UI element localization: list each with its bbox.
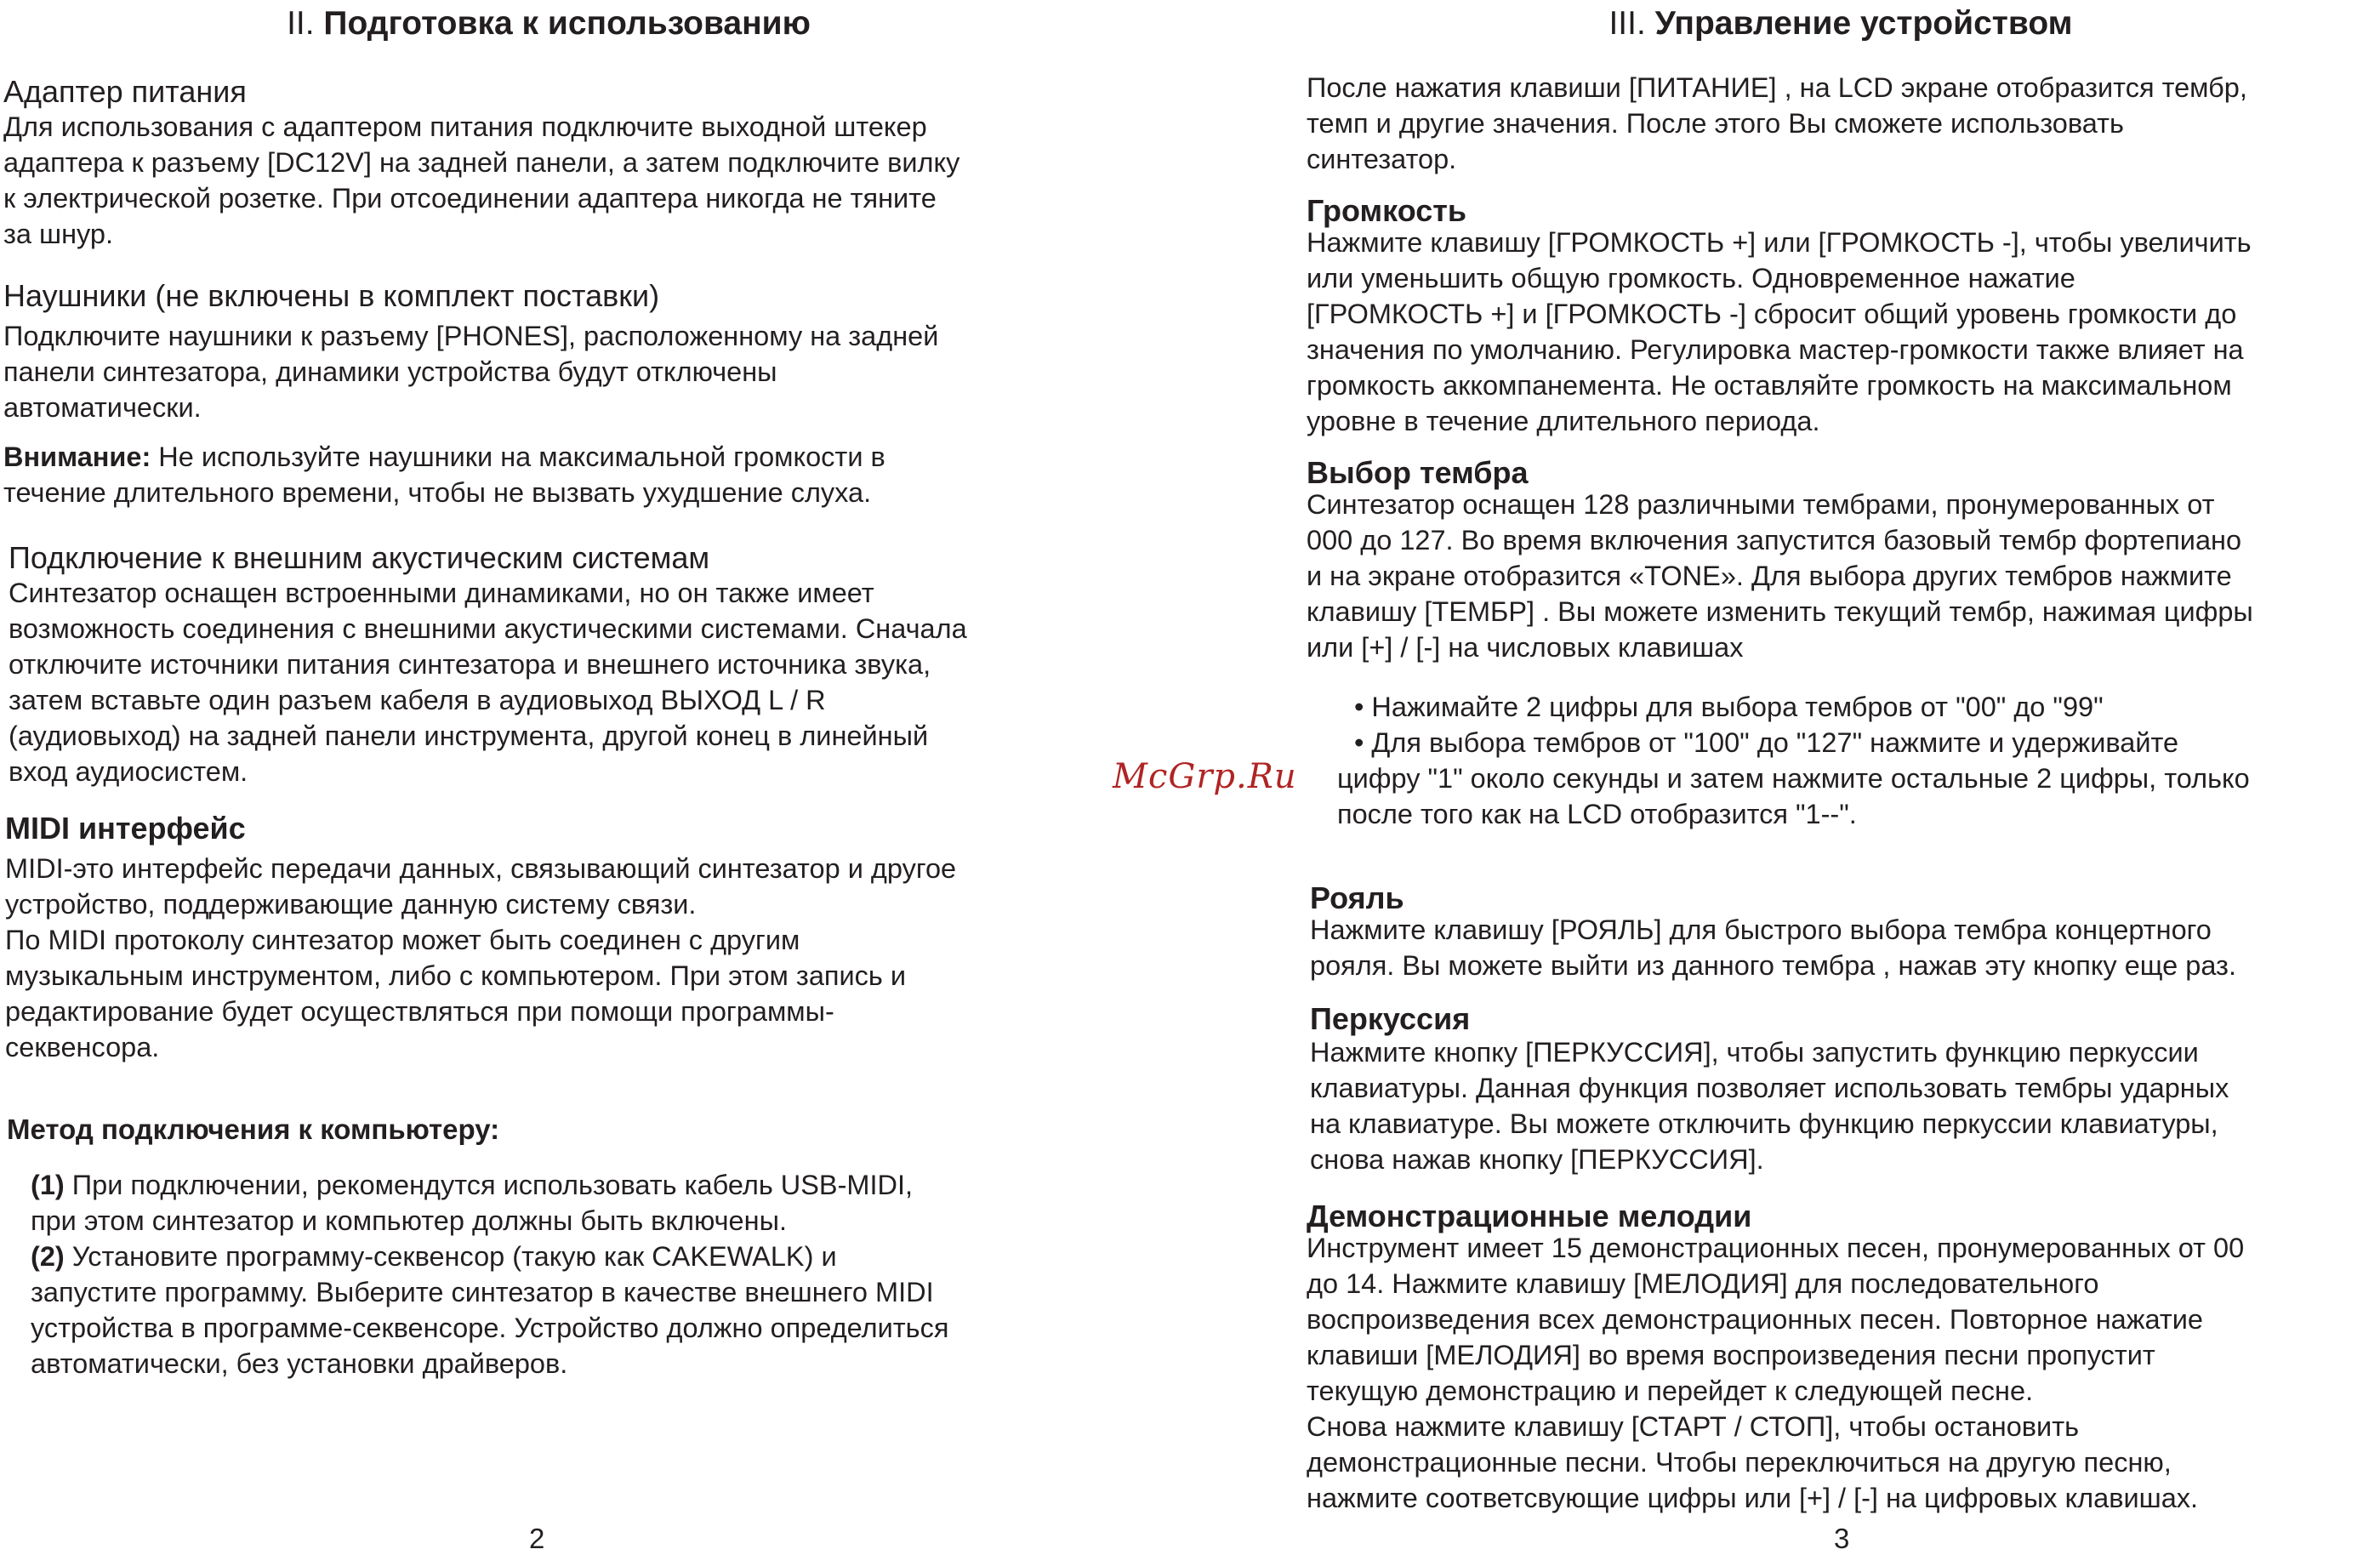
watermark-logo: McGrp.Ru — [1113, 757, 1297, 796]
midi-heading: MIDI интерфейс — [5, 811, 246, 846]
volume-text: Нажмите клавишу [ГРОМКОСТЬ +] или [ГРОМКОСТЬ -], чтобы увеличить или уменьшить общую громкость. Одновременное нажатие [ГРОМКОСТЬ +] и [ГРОМКОСТЬ -] сбросит общий уровень громкости до значения по умолчанию. Регулировка мастер-громкости также влияет на громкость аккомпанемента. Не оставляйте громкость на максимальном уровне в течение длительного периода. — [1307, 227, 2252, 436]
percussion-section — [1310, 1000, 2378, 1177]
adapter-text: Для использования с адаптером питания подключите выходной штекер адаптера к разъему [DC12V] на задней панели, а затем подключите вилку к электрической розетке. При отсоединении адаптера никогда не тяните за шнур. — [3, 111, 960, 249]
tone-heading: Выбор тембра — [1307, 455, 1529, 490]
piano-heading: Рояль — [1310, 880, 1404, 915]
page-number-left: 2 — [529, 1523, 545, 1554]
volume-heading: Громкость — [1307, 193, 1467, 228]
tone-text: Синтезатор оснащен 128 различными тембрами, пронумерованных от 000 до 127. Во время включения запустится базовый тембр фортепиано и на экране отобразится «TONE». Для выбора других тембров нажмите клавишу [ТЕМБР] . Вы можете изменить текущий тембр, нажимая цифры или [+] / [-] на числовых клавишах — [1307, 489, 2253, 663]
headphones-heading: Наушники (не включены в комплект поставки) — [3, 278, 660, 313]
intro-text: После нажатия клавиши [ПИТАНИЕ] , на LCD экране отобразится тембр, темп и другие значения. После этого Вы сможете использовать синтезатор. — [1307, 72, 2247, 174]
demo-section — [1307, 1198, 2375, 1516]
speakers-text: Синтезатор оснащен встроенными динамиками, но он также имеет возможность соединения с внешними акустическими системами. Сначала отключите источники питания синтезатора и внешнего источника звука, затем вставьте один разъем кабеля в аудиовыход ВЫХОД L / R (аудиовыход) на задней панели инструмента, другой конец в линейный вход аудиосистем. — [9, 578, 967, 787]
computer-heading: Метод подключения к компьютеру: — [7, 1114, 500, 1145]
demo-heading: Демонстрационные мелодии — [1307, 1199, 1752, 1233]
demo-text: Инструмент имеет 15 демонстрационных песен, пронумерованных от 00 до 14. Нажмите клавишу [МЕЛОДИЯ] для последовательного воспроизведения всех демонстрационных песен. Повторное нажатие клавиши [МЕЛОДИЯ] во время воспроизведения песни пропустит текущую демонстрацию и перейдет к следующей песне. Снова нажмите клавишу [СТАРТ / СТОП], чтобы остановить демонстрационные песни. Чтобы переключиться на другую песню, нажмите соответсвующие цифры или [+] / [-] на цифровых клавишах. — [1307, 1233, 2245, 1513]
volume-section — [1307, 192, 2375, 439]
intro-section — [1307, 70, 2375, 177]
adapter-heading: Адаптер питания — [3, 74, 247, 109]
tone-bullet-1: • Нажимайте 2 цифры для выбора тембров от "00" до "99" — [1354, 692, 2104, 722]
headphones-section — [3, 277, 1085, 510]
speakers-section — [9, 539, 1085, 789]
computer-steps: (1) При подключении, рекомендутся использовать кабель USB-MIDI, при этом синтезатор и компьютер должны быть включены. (2) Установите программу-секвенсор (такую как CAKEWALK) и запустите программу. Выберите синтезатор в качестве внешнего MIDI устройства в программе-секвенсоре. Устройство должно определиться автоматически, без установки драйверов. — [31, 1170, 949, 1379]
percussion-text: Нажмите кнопку [ПЕРКУССИЯ], чтобы запустить функцию перкуссии клавиатуры. Данная функция позволяет использовать тембры ударных на клавиатуре. Вы можете отключить функцию перкуссии клавиатуры, снова нажав кнопку [ПЕРКУССИЯ]. — [1310, 1037, 2229, 1175]
piano-text: Нажмите клавишу [РОЯЛЬ] для быстрого выбора тембра концертного рояля. Вы можете выйти из данного тембра , нажав эту кнопку еще раз. — [1310, 914, 2236, 981]
computer-section — [7, 1111, 1085, 1381]
headphones-warning: Внимание: Не используйте наушники на максимальной громкости в течение длительного времени, чтобы не вызвать ухудшение слуха. — [3, 441, 885, 508]
speakers-heading: Подключение к внешним акустическим системам — [9, 540, 710, 575]
piano-section — [1310, 880, 2375, 983]
tone-bullet-2-cont: цифру "1" около секунды и затем нажмите остальные 2 цифры, только после того как на LCD отобразится "1--". — [1337, 763, 2250, 829]
left-page-title: II. Подготовка к использованию — [287, 5, 811, 42]
headphones-text: Подключите наушники к разъему [PHONES], расположенному на задней панели синтезатора, динамики устройства будут отключены автоматически. — [3, 321, 939, 423]
tone-bullet-2: • Для выбора тембров от "100" до "127" нажмите и удерживайте — [1354, 727, 2179, 758]
adapter-section — [3, 73, 1085, 252]
midi-section — [5, 810, 1085, 1065]
page-number-right: 3 — [1834, 1523, 1850, 1554]
tone-section — [1307, 454, 2375, 832]
midi-text: MIDI-это интерфейс передачи данных, связывающий синтезатор и другое устройство, поддерживающие данную систему связи. По MIDI протоколу синтезатор может быть соединен с другим музыкальным инструментом, либо с компьютером. При этом запись и редактирование будет осуществляться при помощи программы- секвенсора. — [5, 853, 957, 1062]
percussion-heading: Перкуссия — [1310, 1001, 1471, 1036]
right-page-title: III. Управление устройством — [1608, 5, 2073, 42]
